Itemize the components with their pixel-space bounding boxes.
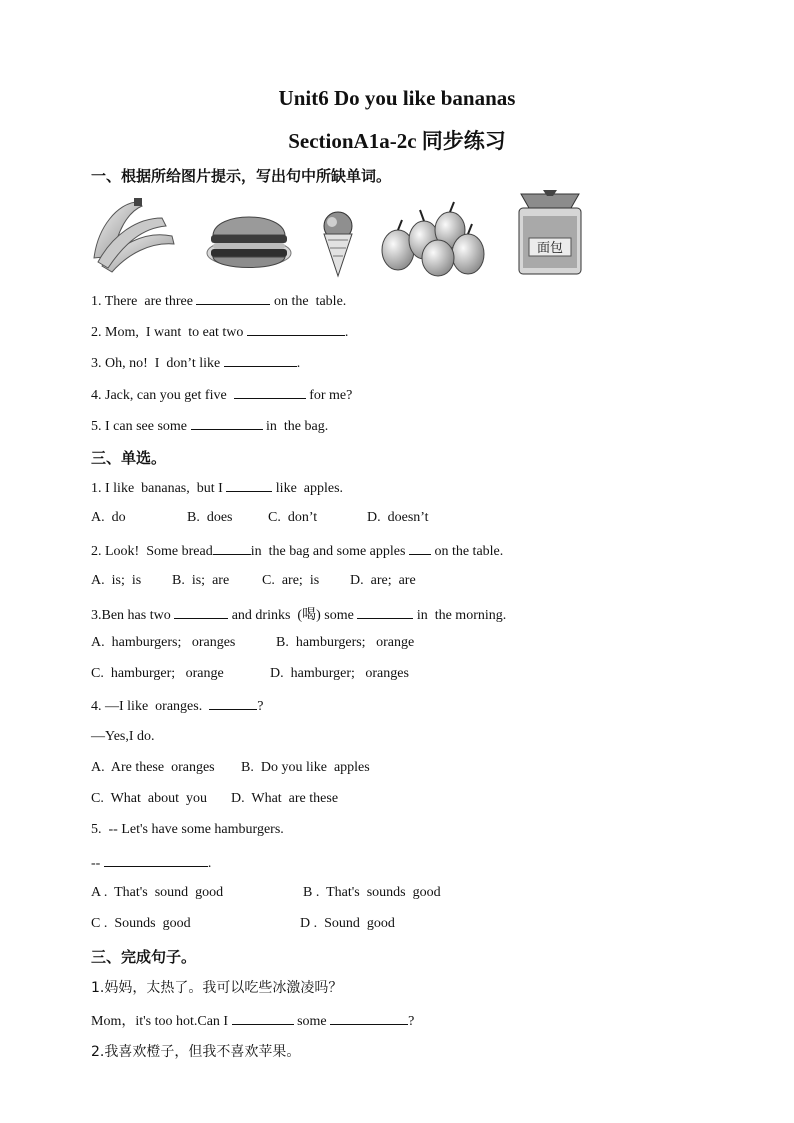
ice-cream-icon [318, 210, 358, 278]
mc5-answer-line: -- . [91, 856, 212, 871]
section3-heading: 三、完成句子。 [91, 948, 197, 966]
mc4-option-c: C. What about you [91, 791, 208, 806]
mc-question-4: 4. —I like oranges. ? [91, 699, 264, 714]
translate-item-1-en: Mom，it's too hot.Can I some ? [91, 1014, 415, 1029]
mc4-option-b: B. Do you like apples [241, 760, 370, 775]
section2-heading: 三、单选。 [91, 449, 167, 467]
section1-heading: 一、根据所给图片提示，写出句中所缺单词。 [91, 167, 392, 185]
mc3-option-c: C. hamburger; orange [91, 666, 224, 681]
mc4-option-a: A. Are these oranges [91, 760, 215, 775]
mc5-option-b: B . That's sounds good [303, 885, 441, 900]
mc3-option-b: B. hamburgers; orange [276, 635, 415, 650]
mc1-option-c: C. don’t [268, 510, 318, 525]
mc4-answer-line: —Yes,I do. [91, 729, 155, 744]
fill-item-5: 5. I can see some in the bag. [91, 419, 329, 434]
mc-question-2: 2. Look! Some bread in the bag and some apples on the table. [91, 544, 504, 559]
mc5-option-c: C . Sounds good [91, 916, 191, 931]
mc2-option-c: C. are; is [262, 573, 320, 588]
mc-question-1: 1. I like bananas, but I like apples. [91, 481, 344, 496]
mc2-option-d: D. are; are [350, 573, 416, 588]
mc2-option-a: A. is; is [91, 573, 142, 588]
hamburger-icon [205, 205, 293, 275]
mc1-option-a: A. do [91, 510, 126, 525]
fill-item-1: 1. There are three on the table. [91, 294, 347, 309]
mc5-option-a: A . That's sound good [91, 885, 224, 900]
worksheet-subtitle: SectionA1a-2c 同步练习 [288, 129, 506, 153]
mc1-option-b: B. does [187, 510, 233, 525]
mc-question-5: 5. -- Let's have some hamburgers. [91, 822, 284, 837]
bread-label: 面包 [536, 241, 564, 256]
mc-question-3: 3.Ben has two and drinks (喝) some in the morning. [91, 608, 507, 623]
bread-bag-icon [513, 186, 587, 278]
pear-icon [380, 200, 488, 278]
worksheet-title: Unit6 Do you like bananas [278, 86, 516, 110]
mc4-option-d: D. What are these [231, 791, 339, 806]
fill-item-3: 3. Oh, no! I don’t like . [91, 356, 301, 371]
banana-icon [88, 196, 180, 276]
mc2-option-b: B. is; are [172, 573, 230, 588]
translate-item-2-cn: 2.我喜欢橙子，但我不喜欢苹果。 [91, 1044, 301, 1060]
fill-item-2: 2. Mom, I want to eat two . [91, 325, 349, 340]
mc3-option-a: A. hamburgers; oranges [91, 635, 236, 650]
mc1-option-d: D. doesn’t [367, 510, 429, 525]
translate-item-1-cn: 1.妈妈，太热了。我可以吃些冰激凌吗？ [91, 980, 343, 996]
mc3-option-d: D. hamburger; oranges [270, 666, 409, 681]
fill-item-4: 4. Jack, can you get five for me? [91, 388, 353, 403]
mc5-option-d: D . Sound good [300, 916, 395, 931]
